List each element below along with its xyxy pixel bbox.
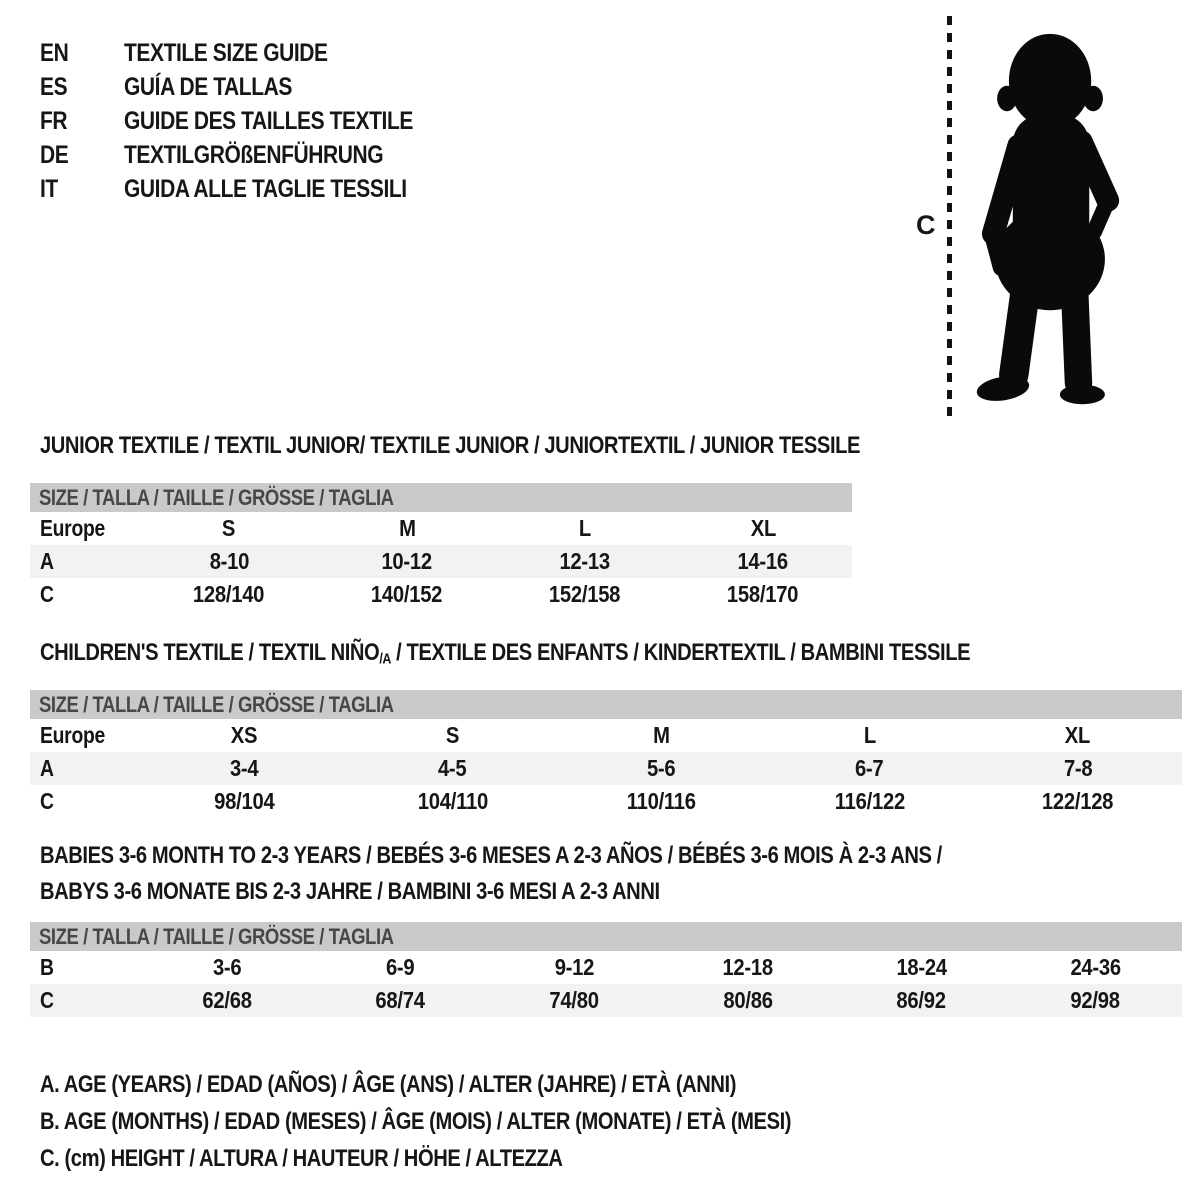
cell-text: 4-5 <box>438 755 467 781</box>
cell-text: 6-7 <box>855 755 884 781</box>
table-row <box>30 752 1182 785</box>
cell-text: 116/122 <box>834 788 905 814</box>
language-title: GUÍA DE TALLAS <box>124 73 293 101</box>
babies-section-heading <box>40 843 1114 905</box>
table-cell <box>140 581 318 608</box>
cell-text: XL <box>1065 722 1091 748</box>
cell-text: 86/92 <box>896 987 947 1013</box>
cell-text: 3-4 <box>229 755 259 781</box>
cell-text: 7-8 <box>1063 755 1093 781</box>
table-cell <box>348 755 556 782</box>
row-label <box>30 722 140 749</box>
language-row <box>40 104 468 138</box>
language-title: GUIDE DES TAILLES TEXTILE <box>124 107 414 135</box>
cell-text: 110/116 <box>626 788 696 814</box>
row-label <box>30 954 140 981</box>
cell-text: 62/68 <box>202 987 252 1013</box>
babies-heading-line1: BABIES 3-6 MONTH TO 2-3 YEARS / BEBÉS 3-6 MESES A 2-3 AÑOS / BÉBÉS 3-6 MOIS À 2-3 ANS / <box>40 842 942 869</box>
table-cell <box>140 548 318 575</box>
toddler-silhouette-icon <box>962 26 1142 418</box>
junior-heading-text: JUNIOR TEXTILE / TEXTIL JUNIOR/ TEXTILE JUNIOR / JUNIORTEXTIL / JUNIOR TESSILE <box>40 432 861 459</box>
language-code <box>40 172 118 206</box>
table-cell <box>140 515 318 542</box>
row-label <box>30 581 140 608</box>
measurement-legend <box>40 1066 934 1177</box>
height-dashed-line <box>947 16 952 416</box>
language-code-text: FR <box>40 107 68 135</box>
language-row <box>40 70 468 104</box>
table-cell <box>140 722 348 749</box>
children-heading-text: CHILDREN'S TEXTILE / TEXTIL $NIÑO_{/A}$ / TEXTILE DES ENFANTS / KINDERTEXTIL / BAMBINI TESSILE <box>40 639 971 668</box>
babies-size-bar <box>30 922 1182 951</box>
table-row <box>30 719 1182 752</box>
cell-text: XS <box>230 722 258 748</box>
language-code-text: IT <box>40 175 58 203</box>
cell-text: 104/110 <box>417 788 488 814</box>
table-row <box>30 578 852 611</box>
children-section-heading <box>40 640 1147 673</box>
cell-text: 152/158 <box>549 581 621 607</box>
cell-text: 74/80 <box>549 987 599 1013</box>
heading-subscript: /A <box>379 651 391 668</box>
table-cell <box>318 515 496 542</box>
table-cell <box>496 581 674 608</box>
row-label-text: C <box>40 581 54 607</box>
table-cell <box>496 515 674 542</box>
row-label <box>30 788 140 815</box>
table-cell <box>661 987 835 1014</box>
legend-text: C. (cm) HEIGHT / ALTURA / HAUTEUR / HÖHE / ALTEZZA <box>40 1145 563 1172</box>
cell-text: M <box>652 722 670 748</box>
children-size-table <box>30 690 1182 818</box>
size-bar-text: SIZE / TALLA / TAILLE / GRÖSSE / TAGLIA <box>39 484 394 510</box>
table-cell <box>974 788 1182 815</box>
table-cell <box>496 548 674 575</box>
cell-text: 12-13 <box>559 548 611 574</box>
table-cell <box>487 954 661 981</box>
table-cell <box>674 515 852 542</box>
table-cell <box>974 755 1182 782</box>
language-title: TEXTILE SIZE GUIDE <box>124 39 329 67</box>
table-cell <box>765 722 973 749</box>
language-title: TEXTILGRÖßENFÜHRUNG <box>124 141 384 169</box>
table-cell <box>314 987 488 1014</box>
language-row <box>40 36 468 70</box>
language-code-text: EN <box>40 39 69 67</box>
table-cell <box>557 722 765 749</box>
legend-line-c <box>40 1140 934 1177</box>
table-cell <box>318 581 496 608</box>
table-cell <box>1008 954 1182 981</box>
row-label <box>30 548 140 575</box>
table-cell <box>318 548 496 575</box>
table-row <box>30 545 852 578</box>
cell-text: 98/104 <box>214 788 275 814</box>
table-cell <box>140 755 348 782</box>
babies-size-table <box>30 922 1182 1017</box>
table-cell <box>348 722 556 749</box>
cell-text: 68/74 <box>375 987 426 1013</box>
table-row <box>30 785 1182 818</box>
cell-text: 3-6 <box>212 954 242 980</box>
table-cell <box>765 788 973 815</box>
language-code <box>40 104 118 138</box>
cell-text: S <box>222 515 236 541</box>
row-label <box>30 987 140 1014</box>
cell-text: 12-18 <box>722 954 774 980</box>
table-cell <box>835 987 1009 1014</box>
cell-text: 24-36 <box>1069 954 1121 980</box>
table-cell <box>1008 987 1182 1014</box>
table-cell <box>557 788 765 815</box>
size-bar-text: SIZE / TALLA / TAILLE / GRÖSSE / TAGLIA <box>39 691 394 717</box>
cell-text: 8-10 <box>209 548 249 574</box>
cell-text: L <box>578 515 592 541</box>
cell-text: 80/86 <box>723 987 773 1013</box>
row-label-text: C <box>40 788 54 814</box>
table-cell <box>140 954 314 981</box>
table-cell <box>140 987 314 1014</box>
language-code-text: ES <box>40 73 68 101</box>
cell-text: 14-16 <box>737 548 789 574</box>
figure-height-label: C <box>916 210 936 240</box>
table-row <box>30 951 1182 984</box>
row-label-text: C <box>40 987 54 1013</box>
cell-text: 122/128 <box>1042 788 1114 814</box>
cell-text: 128/140 <box>193 581 265 607</box>
size-bar-text: SIZE / TALLA / TAILLE / GRÖSSE / TAGLIA <box>39 923 394 949</box>
table-cell <box>487 987 661 1014</box>
language-title-list <box>40 36 468 206</box>
row-label <box>30 515 140 542</box>
table-row <box>30 984 1182 1017</box>
table-cell <box>674 581 852 608</box>
language-title: GUIDA ALLE TAGLIE TESSILI <box>124 175 408 203</box>
cell-text: 140/152 <box>371 581 443 607</box>
table-cell <box>661 954 835 981</box>
junior-size-table <box>30 483 852 611</box>
language-row <box>40 172 468 206</box>
table-cell <box>557 755 765 782</box>
language-row <box>40 138 468 172</box>
table-cell <box>674 548 852 575</box>
cell-text: M <box>398 515 416 541</box>
cell-text: 5-6 <box>646 755 676 781</box>
cell-text: S <box>445 722 460 748</box>
table-cell <box>835 954 1009 981</box>
cell-text: 92/98 <box>1070 987 1120 1013</box>
cell-text: 18-24 <box>896 954 947 980</box>
cell-text: 10-12 <box>381 548 433 574</box>
table-cell <box>314 954 488 981</box>
cell-text: 158/170 <box>727 581 799 607</box>
row-label <box>30 755 140 782</box>
language-code <box>40 70 118 104</box>
row-label-text: A <box>40 755 54 781</box>
babies-heading-line2: BABYS 3-6 MONATE BIS 2-3 JAHRE / BAMBINI 3-6 MESI A 2-3 ANNI <box>40 878 660 905</box>
legend-line-a <box>40 1066 934 1103</box>
row-label-text: A <box>40 548 54 574</box>
legend-text: B. AGE (MONTHS) / EDAD (MESES) / ÂGE (MOIS) / ALTER (MONATE) / ETÀ (MESI) <box>40 1108 792 1135</box>
language-code-text: DE <box>40 141 69 169</box>
table-cell <box>348 788 556 815</box>
table-cell <box>974 722 1182 749</box>
table-cell <box>765 755 973 782</box>
row-label-text: Europe <box>40 515 106 541</box>
cell-text: XL <box>750 515 776 541</box>
table-cell <box>140 788 348 815</box>
row-label-text: B <box>40 954 54 980</box>
legend-text: A. AGE (YEARS) / EDAD (AÑOS) / ÂGE (ANS) / ALTER (JAHRE) / ETÀ (ANNI) <box>40 1071 737 1098</box>
cell-text: L <box>863 722 876 748</box>
legend-line-b <box>40 1103 934 1140</box>
table-row <box>30 512 852 545</box>
junior-section-heading <box>40 433 1016 459</box>
children-size-bar <box>30 690 1182 719</box>
language-code <box>40 36 118 70</box>
row-label-text: Europe <box>40 722 106 748</box>
junior-size-bar <box>30 483 852 512</box>
language-code <box>40 138 118 172</box>
cell-text: 9-12 <box>554 954 594 980</box>
cell-text: 6-9 <box>386 954 415 980</box>
